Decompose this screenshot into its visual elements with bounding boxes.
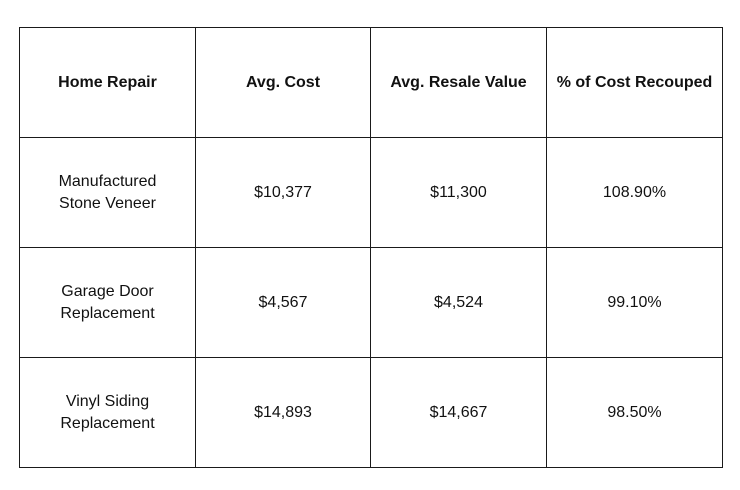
cell-avg-resale-value: $4,524 xyxy=(371,248,547,358)
cell-avg-cost: $14,893 xyxy=(196,358,371,468)
repair-name-line-2: Stone Veneer xyxy=(59,194,156,212)
header-avg-resale-value: Avg. Resale Value xyxy=(371,28,547,138)
header-avg-cost: Avg. Cost xyxy=(196,28,371,138)
cell-avg-resale-value: $11,300 xyxy=(371,138,547,248)
cell-home-repair xyxy=(20,248,196,358)
cell-avg-cost: $4,567 xyxy=(196,248,371,358)
home-repair-cost-table xyxy=(19,27,723,468)
header-home-repair: Home Repair xyxy=(20,28,196,138)
cell-avg-cost: $10,377 xyxy=(196,138,371,248)
cell-percent-recouped: 98.50% xyxy=(547,358,723,468)
table-row xyxy=(20,358,723,468)
repair-name-line-2: Replacement xyxy=(60,304,155,322)
repair-name-line-1: Garage Door xyxy=(61,282,154,300)
repair-name-line-2: Replacement xyxy=(60,414,155,432)
home-repair-cost-table-container xyxy=(19,27,722,468)
cell-avg-resale-value: $14,667 xyxy=(371,358,547,468)
cell-home-repair xyxy=(20,358,196,468)
repair-name-line-1: Manufactured xyxy=(58,172,157,190)
header-percent-recouped: % of Cost Recouped xyxy=(547,28,723,138)
cell-home-repair xyxy=(20,138,196,248)
table-header-row xyxy=(20,28,723,138)
table-row xyxy=(20,248,723,358)
cell-percent-recouped: 108.90% xyxy=(547,138,723,248)
repair-name-line-1: Vinyl Siding xyxy=(65,392,150,410)
cell-percent-recouped: 99.10% xyxy=(547,248,723,358)
table-row xyxy=(20,138,723,248)
